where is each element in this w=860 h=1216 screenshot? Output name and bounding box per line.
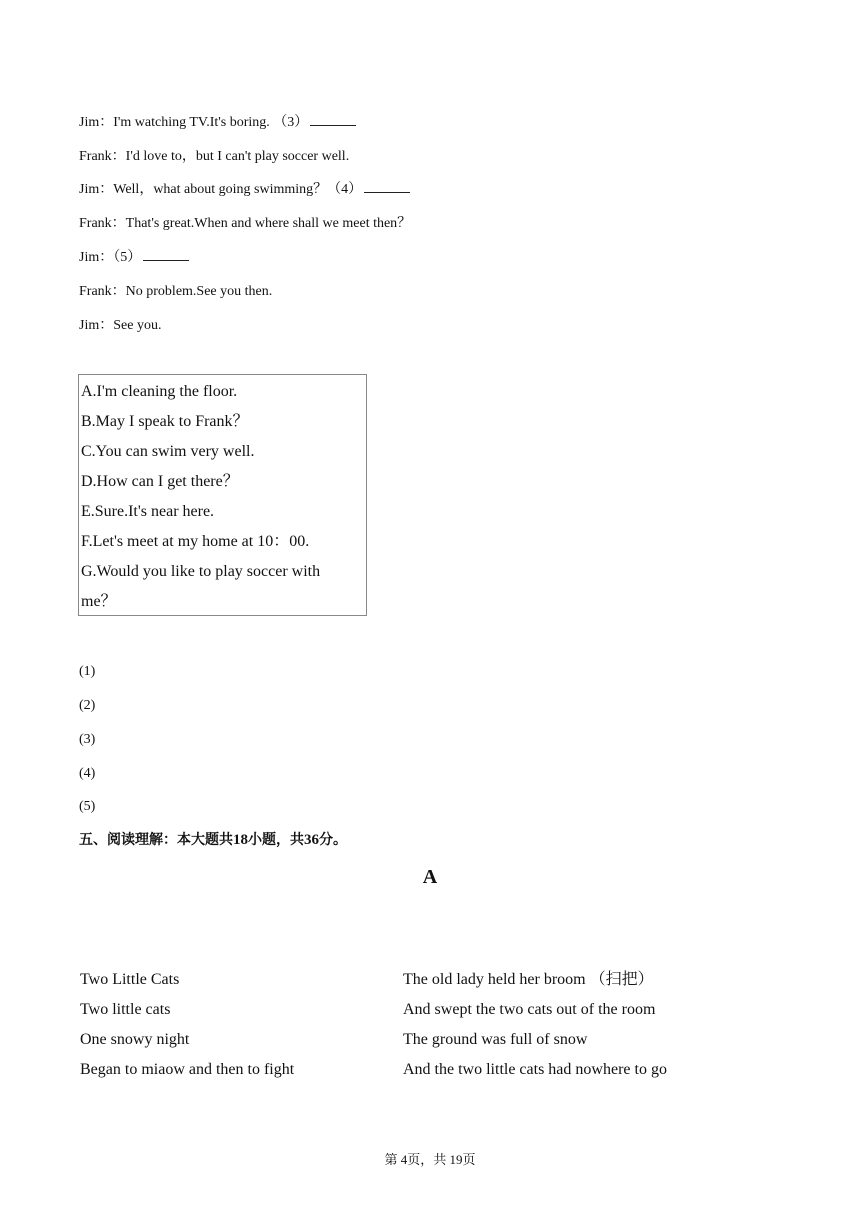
dialogue-line: Jim：I'm watching TV.It's boring. （3） — [79, 114, 356, 132]
dialogue-line: Jim：Well，what about going swimming？（4） — [79, 181, 410, 199]
answer-blank[interactable] — [310, 114, 356, 126]
poem-right-line: And swept the two cats out of the room — [403, 1001, 656, 1018]
poem-right-line: The ground was full of snow — [403, 1031, 588, 1048]
section-heading: 五、阅读理解：本大题共18小题，共36分。 — [79, 832, 347, 848]
poem-left-line: One snowy night — [80, 1031, 190, 1048]
option-d: D.How can I get there？ — [81, 473, 239, 490]
option-c: C.You can swim very well. — [81, 443, 255, 460]
dialogue-line: Jim：See you. — [79, 318, 162, 333]
options-box — [78, 374, 367, 616]
option-a: A.I'm cleaning the floor. — [81, 383, 238, 400]
passage-title: A — [422, 866, 438, 888]
page-footer: 第 4页，共 19页 — [384, 1152, 476, 1167]
answer-label-4: (4) — [79, 766, 96, 781]
poem-left-line: Two little cats — [80, 1001, 171, 1018]
answer-blank[interactable] — [364, 181, 410, 193]
poem-right-line: The old lady held her broom （扫把） — [403, 971, 654, 988]
poem-right-line: And the two little cats had nowhere to go — [403, 1061, 667, 1078]
dialogue-line: Frank：No problem.See you then. — [79, 284, 273, 299]
answer-blank[interactable] — [143, 249, 189, 261]
dialogue-line: Frank：That's great.When and where shall we meet then？ — [79, 216, 412, 231]
option-b: B.May I speak to Frank？ — [81, 413, 249, 430]
answer-label-3: (3) — [79, 732, 96, 747]
poem-left-line: Began to miaow and then to fight — [80, 1061, 295, 1078]
answer-label-1: (1) — [79, 664, 96, 679]
answer-label-2: (2) — [79, 698, 96, 713]
dialogue-line: Frank：I'd love to，but I can't play soccer well. — [79, 149, 350, 164]
option-g-continued: me？ — [81, 593, 117, 610]
option-e: E.Sure.It's near here. — [81, 503, 215, 520]
option-f: F.Let's meet at my home at 10：00. — [81, 533, 310, 550]
answer-label-5: (5) — [79, 799, 96, 814]
poem-left-line: Two Little Cats — [80, 971, 180, 988]
option-g: G.Would you like to play soccer with — [81, 563, 321, 580]
dialogue-line: Jim：（5） — [79, 249, 189, 267]
